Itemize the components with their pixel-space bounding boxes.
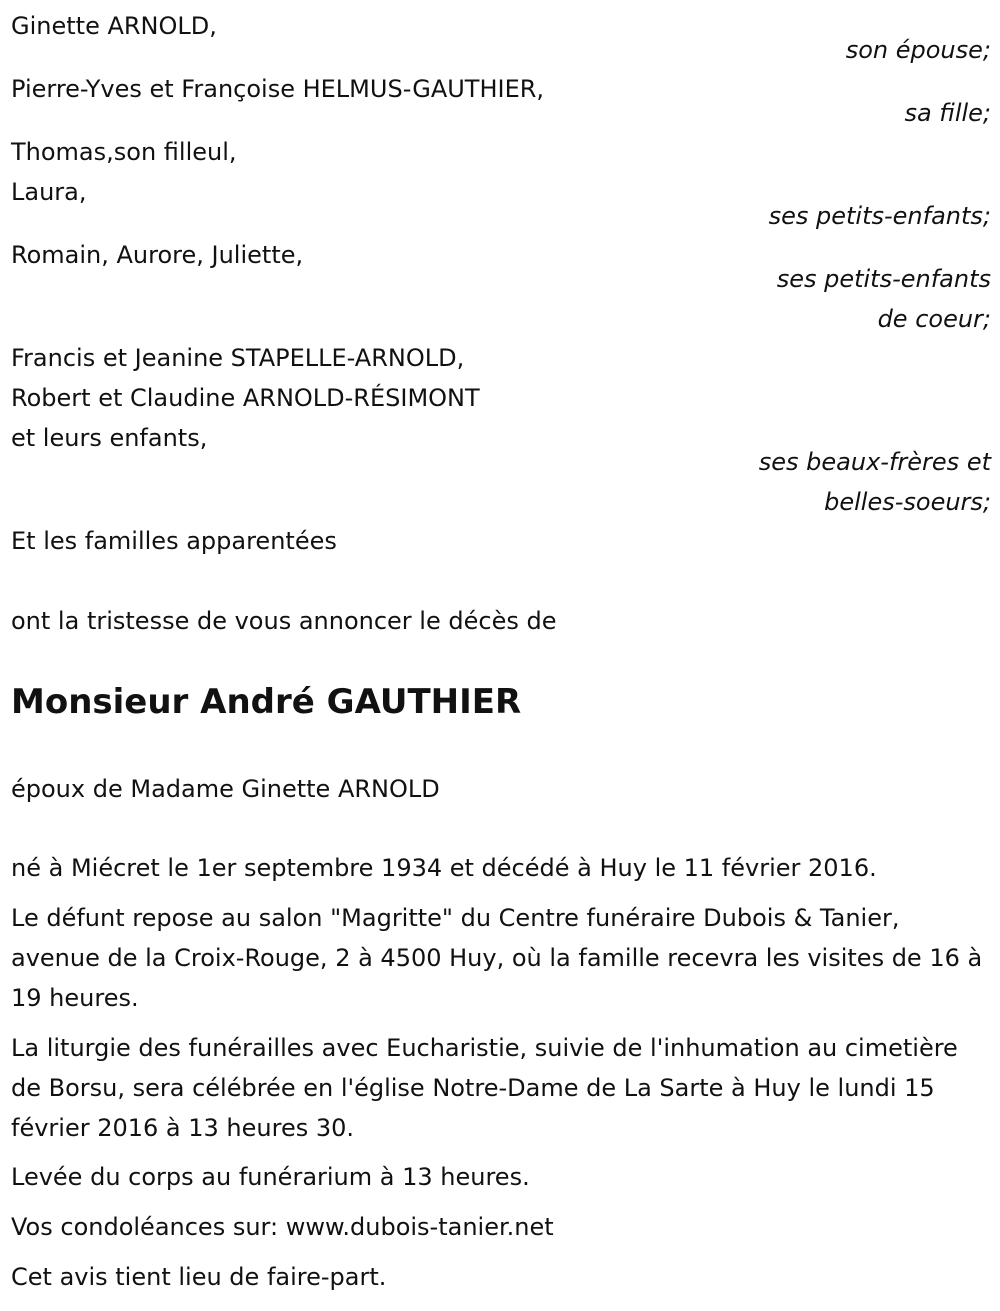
inlaws-relation-line2: belles-soeurs; (824, 488, 991, 516)
inlaws-arnold: Robert et Claudine ARNOLD-RÉSIMONT (11, 384, 480, 412)
grandchild-thomas: Thomas,son filleul, (11, 138, 237, 166)
inlaws-relation-line1: ses beaux-frères et (758, 448, 991, 476)
spouse-relation: son épouse; (845, 36, 991, 64)
condolences-info: Vos condoléances sur: www.dubois-tanier.net (11, 1213, 554, 1241)
grandchild-laura: Laura, (11, 178, 87, 206)
levee-info: Levée du corps au funérarium à 13 heures. (11, 1163, 530, 1191)
spouse-name: Ginette ARNOLD, (11, 12, 217, 40)
liturgy-info: La liturgie des funérailles avec Eucharistie, suivie de l'inhumation au cimetière de Borsu, sera célébrée en l'église Notre-Dame de La Sarte à Huy le lundi 15 février 2016 à 13 heures 30. (11, 1034, 958, 1142)
inlaws-children: et leurs enfants, (11, 424, 208, 452)
spouse-of: époux de Madame Ginette ARNOLD (11, 775, 440, 803)
daughter-relation: sa fille; (904, 99, 991, 127)
announcement: ont la tristesse de vous annoncer le décès de (11, 607, 557, 635)
daughter-names: Pierre-Yves et Françoise HELMUS-GAUTHIER, (11, 75, 545, 103)
obituary-notice (11, 0, 991, 1311)
inlaws-stapelle: Francis et Jeanine STAPELLE-ARNOLD, (11, 344, 465, 372)
notice-info: Cet avis tient lieu de faire-part. (11, 1263, 387, 1291)
repose-info: Le défunt repose au salon "Magritte" du Centre funéraire Dubois & Tanier, avenue de la Croix-Rouge, 2 à 4500 Huy, où la famille recevra les visites de 16 à 19 heures. (11, 904, 983, 1012)
heart-relation-line2: de coeur; (877, 305, 991, 333)
birth-death: né à Miécret le 1er septembre 1934 et décédé à Huy le 11 février 2016. (11, 854, 877, 882)
heart-grandchildren: Romain, Aurore, Juliette, (11, 241, 304, 269)
grandchildren-relation: ses petits-enfants; (768, 202, 991, 230)
heart-relation-line1: ses petits-enfants (776, 265, 991, 293)
related-families: Et les familles apparentées (11, 527, 337, 555)
deceased-name: Monsieur André GAUTHIER (11, 682, 522, 722)
